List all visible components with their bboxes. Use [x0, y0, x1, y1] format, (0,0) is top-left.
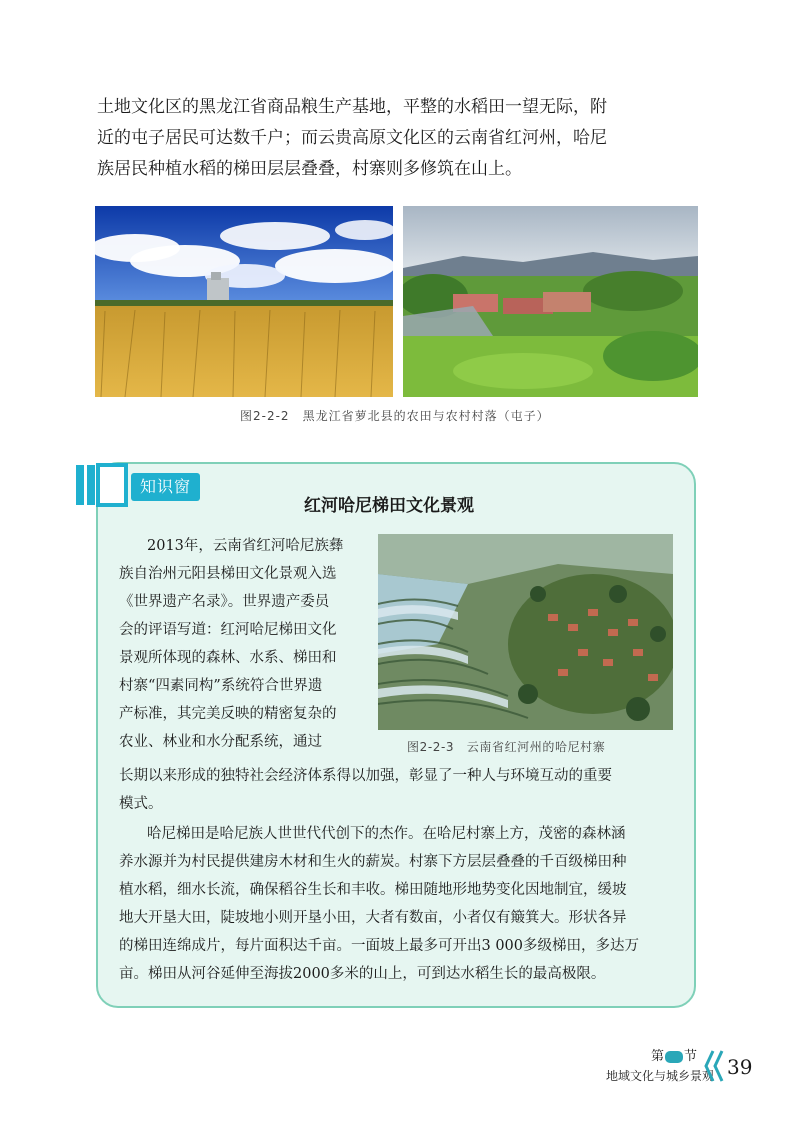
chapter-label [651, 1045, 697, 1064]
farmland-photo [95, 206, 393, 397]
village-photo [403, 206, 698, 397]
figure-caption: 图2-2-2 黑龙江省萝北县的农田与农村村落（屯子） [240, 409, 550, 423]
intro-paragraph [97, 92, 607, 185]
box-text-line: 的梯田连绵成片，每片面积达千亩。一面坡上最多可开出3 000多级梯田，多达万 [119, 938, 640, 954]
chapter-prefix: 第 [651, 1049, 665, 1064]
box-text-line: 族自治州元阳县梯田文化景观入选 [119, 566, 337, 582]
box-text-line: 2013年，云南省红河哈尼族彝 [147, 538, 344, 554]
box-text-line: 会的评语写道：红河哈尼梯田文化 [119, 622, 337, 638]
box-text-line: 亩。梯田从河谷延伸至海拔2000多米的山上，可到达水稻生长的最高极限。 [119, 966, 606, 982]
box-text-line: 村寨“四素同构”系统符合世界遗 [119, 678, 323, 694]
intro-line: 土地文化区的黑龙江省商品粮生产基地，平整的水稻田一望无际，附 [97, 97, 607, 117]
chapter-suffix: 节 [684, 1049, 698, 1064]
box-text-line: 地大开垦大田，陡坡地小则开垦小田，大者有数亩，小者仅有簸箕大。形状各异 [119, 910, 627, 926]
intro-line: 族居民种植水稻的梯田层层叠叠，村寨则多修筑在山上。 [97, 159, 522, 179]
section-title: 地域文化与城乡景观 [606, 1069, 715, 1083]
box-text-line: 长期以来形成的独特社会经济体系得以加强，彰显了一种人与环境互动的重要 [119, 768, 612, 784]
box-text-line: 养水源并为村民提供建房木材和生火的薪炭。村寨下方层层叠叠的千百级梯田种 [119, 854, 627, 870]
box-text-line: 哈尼梯田是哈尼族人世世代代创下的杰作。在哈尼村寨上方，茂密的森林涵 [147, 826, 626, 842]
page-marker-icon [703, 1049, 725, 1083]
figure-caption: 图2-2-3 云南省红河州的哈尼村寨 [407, 740, 606, 754]
knowledge-window-tag: 知识窗 [131, 473, 200, 501]
box-text-line: 景观所体现的森林、水系、梯田和 [119, 650, 337, 666]
box-text-line: 植水稻，细水长流，确保稻谷生长和丰收。梯田随地形地势变化因地制宜，缓坡 [119, 882, 627, 898]
knowledge-window-icon [72, 459, 132, 507]
intro-line: 近的屯子居民可达数千户；而云贵高原文化区的云南省红河州，哈尼 [97, 128, 607, 148]
box-text-line: 产标准，其完美反映的精密复杂的 [119, 706, 337, 722]
box-text-line: 农业、林业和水分配系统，通过 [119, 734, 322, 750]
knowledge-box-title: 红河哈尼梯田文化景观 [304, 496, 474, 516]
box-text-line: 《世界遗产名录》。世界遗产委员 [119, 594, 330, 610]
section-number-chip [665, 1051, 683, 1063]
hani-terraces-photo [378, 534, 673, 730]
box-text-line: 模式。 [119, 796, 163, 812]
page-number: 39 [727, 1055, 753, 1079]
